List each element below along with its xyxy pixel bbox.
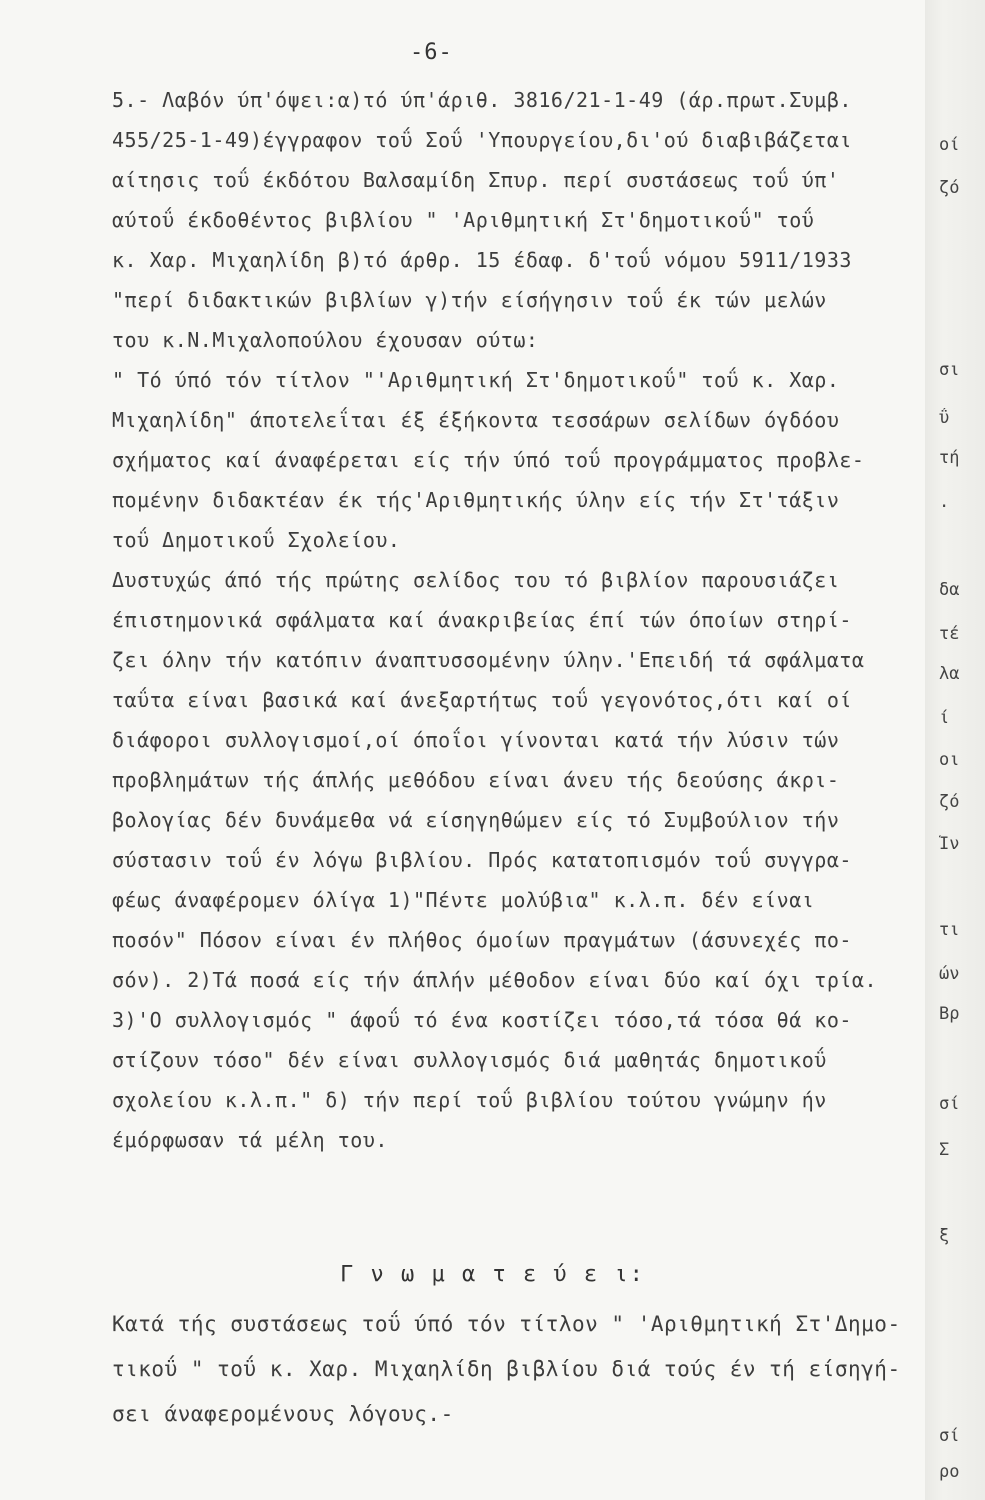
text-line: αύτοΰ έκδοθέντος βιβλίου " 'Αριθμητική Στ'δημοτικοΰ" τοΰ <box>112 208 815 232</box>
page-number: -6- <box>410 40 453 65</box>
text-line: σύστασιν τοΰ έν λόγω βιβλίου. Πρός κατατοπισμόν τοΰ συγγρα- <box>112 848 852 872</box>
text-line: σχήματος καί άναφέρεται είς τήν ύπό τοΰ προγράμματος προβλε- <box>112 448 865 472</box>
text-line: Μιχαηλίδη" άποτελεΐται έξ έξήκοντα τεσσάρων σελίδων όγδόου <box>112 408 840 432</box>
text-line: κ. Χαρ. Μιχαηλίδη β)τό άρθρ. 15 έδαφ. δ'τοΰ νόμου 5911/1933 <box>112 248 852 272</box>
margin-fragment: σί <box>939 1094 960 1114</box>
margin-fragment: λα <box>939 664 960 684</box>
text-line: στίζουν τόσο" δέν είναι συλλογισμός διά μαθητάς δημοτικοΰ <box>112 1048 827 1072</box>
text-line: διάφοροι συλλογισμοί,οί όποΐοι γίνονται κατά τήν λύσιν τών <box>112 728 840 752</box>
text-line: πομένην διδακτέαν έκ τής'Αριθμητικής ύλην είς τήν Στ'τάξιν <box>112 488 840 512</box>
margin-fragment: σι <box>939 360 960 380</box>
text-line: ποσόν" Πόσον είναι έν πλήθος όμοίων πραγμάτων (άσυνεχές πο- <box>112 928 852 952</box>
margin-fragment: ζό <box>939 178 960 198</box>
margin-fragment: Βρ <box>939 1004 960 1024</box>
margin-fragment: τή <box>939 448 960 468</box>
text-line: "περί διδακτικών βιβλίων γ)τήν είσήγησιν τοΰ έκ τών μελών <box>112 288 827 312</box>
text-line: 5.- Λαβόν ύπ'όψει:α)τό ύπ'άριθ. 3816/21-1-49 (άρ.πρωτ.Συμβ. <box>112 88 852 112</box>
text-line: φέως άναφέρομεν όλίγα 1)"Πέντε μολύβια" κ.λ.π. δέν είναι <box>112 888 815 912</box>
margin-fragment: τέ <box>939 624 960 644</box>
text-line: του κ.Ν.Μιχαλοπούλου έχουσαν ούτω: <box>112 328 539 352</box>
text-line: σχολείου κ.λ.π." δ) τήν περί τοΰ βιβλίου τούτου γνώμην ήν <box>112 1088 827 1112</box>
text-line: τικοΰ " τοΰ κ. Χαρ. Μιχαηλίδη βιβλίου διά τούς έν τή είσηγή- <box>112 1357 901 1381</box>
margin-fragment: ί <box>939 708 950 728</box>
margin-fragment: οι <box>939 750 960 770</box>
text-line: 3)'Ο συλλογισμός " άφοΰ τό ένα κοστίζει τόσο,τά τόσα θά κο- <box>112 1008 852 1032</box>
margin-fragment: σί <box>939 1426 960 1446</box>
text-line: βολογίας δέν δυνάμεθα νά είσηγηθώμεν είς τό Συμβούλιον τήν <box>112 808 840 832</box>
margin-fragment: ών <box>939 964 960 984</box>
margin-fragment: οί <box>939 135 960 155</box>
margin-fragment: τι <box>939 920 960 940</box>
text-line: σόν). 2)Τά ποσά είς τήν άπλήν μέθοδον είναι δύο καί όχι τρία. <box>112 968 878 992</box>
text-line: Κατά τής συστάσεως τοΰ ύπό τόν τίτλον " 'Αριθμητική Στ'Δημο- <box>112 1312 901 1336</box>
text-line: έπιστημονικά σφάλματα καί άνακριβείας έπί τών όποίων στηρί- <box>112 608 852 632</box>
text-line: " Τό ύπό τόν τίτλον "'Αριθμητική Στ'δημοτικοΰ" τοΰ κ. Χαρ. <box>112 368 840 392</box>
margin-fragment: Σ <box>939 1140 950 1160</box>
margin-fragment: ξ <box>939 1226 950 1246</box>
margin-fragment: ΰ <box>939 408 950 428</box>
text-line: ταΰτα είναι βασικά καί άνεξαρτήτως τοΰ γεγονότος,ότι καί οί <box>112 688 852 712</box>
margin-fragment: ζό <box>939 792 960 812</box>
text-line: έμόρφωσαν τά μέλη του. <box>112 1128 388 1152</box>
margin-fragment: ρο <box>939 1462 960 1482</box>
text-line: τοΰ Δημοτικοΰ Σχολείου. <box>112 528 401 552</box>
margin-fragment: . <box>939 492 950 512</box>
margin-fragment: Ίν <box>939 834 960 854</box>
body-text <box>112 80 912 1160</box>
text-line: ζει όλην τήν κατόπιν άναπτυσσομένην ύλην.'Επειδή τά σφάλματα <box>112 648 865 672</box>
text-line: προβλημάτων τής άπλής μεθόδου είναι άνευ τής δεούσης άκρι- <box>112 768 840 792</box>
text-line: αίτησις τοΰ έκδότου Βαλσαμίδη Σπυρ. περί συστάσεως τοΰ ύπ' <box>112 168 840 192</box>
text-line: σει άναφερομένους λόγους.- <box>112 1402 454 1426</box>
text-line: Δυστυχώς άπό τής πρώτης σελίδος του τό βιβλίον παρουσιάζει <box>112 568 840 592</box>
decision-heading: Γ ν ω μ α τ ε ύ ε ι: <box>340 1262 645 1287</box>
text-line: 455/25-1-49)έγγραφον τοΰ Σοΰ 'Υπουργείου,δι'ού διαβιβάζεται <box>112 128 852 152</box>
decision-text <box>112 1302 912 1437</box>
margin-fragment: δα <box>939 580 960 600</box>
